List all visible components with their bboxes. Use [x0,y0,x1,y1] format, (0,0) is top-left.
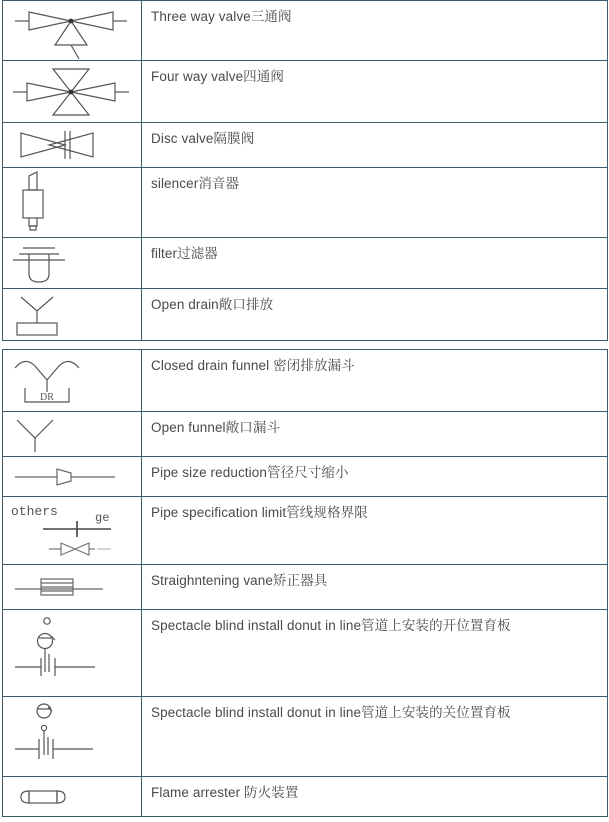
closed-drain-funnel-symbol [3,350,141,411]
table-row [3,289,608,341]
table-row [3,168,608,238]
description-cell [142,61,608,123]
straightening-vane-symbol [3,565,141,609]
row-label: Three way valve三通阀 [151,9,292,24]
symbol-table-top [2,0,608,341]
symbol-cell [3,1,142,61]
four-way-valve-symbol [3,61,141,122]
symbol-cell [3,289,142,341]
symbol-cell [3,565,142,610]
filter-symbol [3,238,141,288]
spectacle-blind-closed-symbol [3,697,141,776]
row-label: Open drain敞口排放 [151,297,274,312]
flame-arrester-symbol [3,777,141,816]
symbol-cell [3,497,142,565]
description-cell [142,777,608,817]
table-row [3,565,608,610]
row-label: Closed drain funnel 密闭排放漏斗 [151,358,355,373]
open-funnel-symbol [3,412,141,456]
three-way-valve-symbol [3,1,141,60]
silencer-symbol [3,168,141,237]
row-label: Flame arrester 防火装置 [151,785,299,800]
table-row [3,610,608,697]
symbol-cell [3,238,142,289]
symbol-cell [3,123,142,168]
table-separator-gap [0,341,609,349]
pipe-size-reduction-symbol [3,457,141,496]
open-drain-symbol [3,289,141,340]
table-row [3,412,608,457]
description-cell [142,412,608,457]
symbol-cell [3,168,142,238]
description-cell [142,123,608,168]
table-row [3,61,608,123]
table-row [3,123,608,168]
pipe-spec-others-text: others [11,504,58,519]
table-row [3,697,608,777]
table-row [3,350,608,412]
symbol-cell [3,610,142,697]
symbol-cell [3,61,142,123]
spectacle-blind-open-symbol [3,610,141,696]
row-label: Straighntening vane矫正器具 [151,573,328,588]
description-cell [142,1,608,61]
description-cell [142,497,608,565]
disc-valve-symbol [3,123,141,167]
row-label: filter过滤器 [151,246,218,261]
description-cell [142,168,608,238]
description-cell [142,457,608,497]
symbol-cell [3,697,142,777]
description-cell [142,610,608,697]
table-row [3,457,608,497]
symbol-cell [3,457,142,497]
row-label: Spectacle blind install donut in line管道上安装的关位置育板 [151,705,511,720]
symbol-cell [3,350,142,412]
description-cell [142,565,608,610]
pipe-spec-ge-text: ge [95,511,110,525]
row-label: Spectacle blind install donut in line管道上安装的开位置育板 [151,618,511,633]
table-row [3,777,608,817]
row-label: silencer消音器 [151,176,240,191]
description-cell [142,697,608,777]
table-row [3,238,608,289]
description-cell [142,350,608,412]
symbol-cell [3,777,142,817]
closed-drain-funnel-dr-text: DR [40,392,54,403]
row-label: Pipe size reduction管径尺寸缩小 [151,465,349,480]
description-cell [142,238,608,289]
table-row [3,1,608,61]
row-label: Pipe specification limit管线规格界限 [151,505,368,520]
row-label: Four way valve四通阀 [151,69,284,84]
symbol-table-bottom [2,349,608,817]
symbol-cell [3,412,142,457]
description-cell [142,289,608,341]
row-label: Open funnel敞口漏斗 [151,420,281,435]
table-row [3,497,608,565]
pipe-specification-limit-symbol [3,497,141,564]
row-label: Disc valve隔膜阀 [151,131,255,146]
